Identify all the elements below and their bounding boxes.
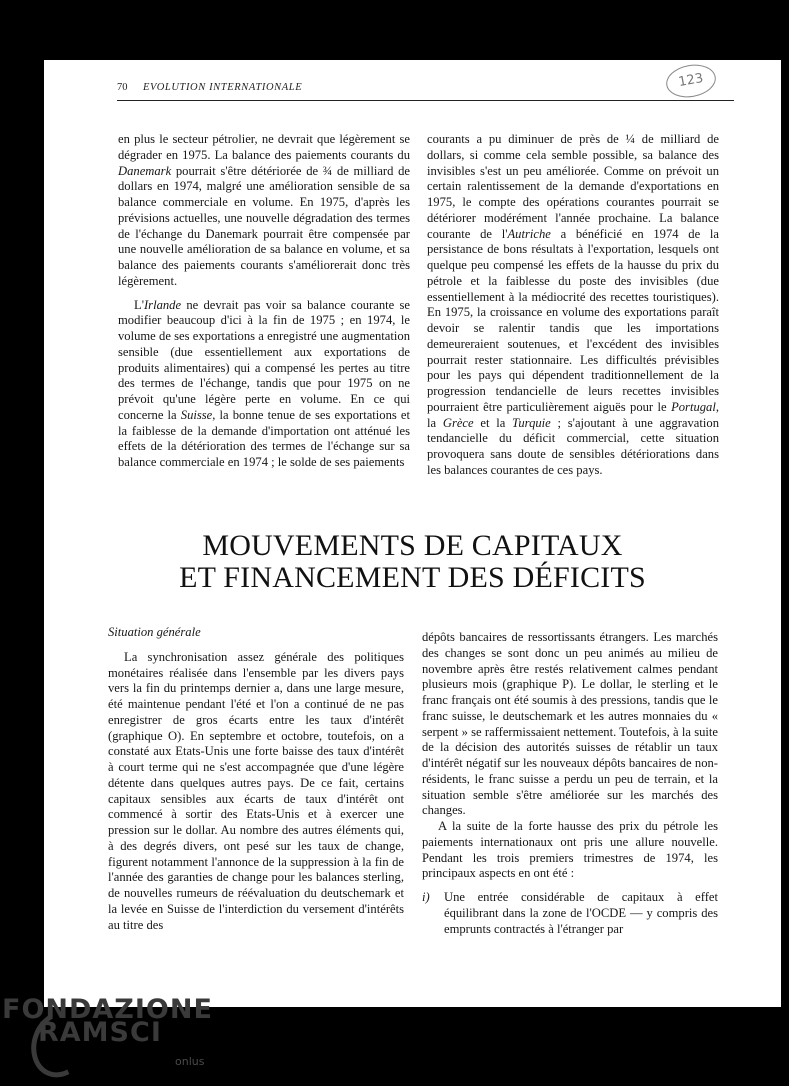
running-title: EVOLUTION INTERNATIONALE — [143, 82, 303, 93]
paragraph-ireland-switzerland: L'Irlande ne devrait pas voir sa balance courante se modifier beaucoup d'ici à la fin de 1975 ; en 1974, le volume de ses exportations a enregistré une augmentation sensible (due essentiellement aux exportations de produits alimentaires) qui a compensé les pertes au titre des termes de l'échange, tandis que pour 1975 on ne prévoit qu'une légère perte en volume. En ce qui concerne la Suisse, la bonne tenue de ses exportations et la faiblesse de la demande d'importation ont atténué les effets de la détérioration des termes de l'échange sur sa balance commerciale en 1974 ; le solde de ses paiements — [118, 297, 410, 469]
section-title — [104, 530, 721, 594]
archive-stamp-number: 123 — [677, 70, 705, 91]
upper-left-column — [118, 132, 410, 471]
list-item-text: Une entrée considérable de capitaux à effet équilibrant dans la zone de l'OCDE — y compris des emprunts contractés à l'étranger par — [444, 890, 718, 936]
watermark-line-3: onlus — [175, 1055, 205, 1068]
section-title-line-1: MOUVEMENTS DE CAPITAUX — [202, 529, 623, 562]
scanned-page — [44, 60, 781, 1007]
paragraph-austria-others: courants a pu diminuer de près de ¼ de milliard de dollars, si comme cela semble possible, sa balance des invisibles s'est un peu améliorée. Comme on prévoit un certain ralentissement de la demande d'exportations en 1975, le compte des opérations courantes pourrait se détériorer modérément l'année prochaine. La balance courante de l'Autriche a bénéficié en 1974 de la persistance de bons résultats à l'exportation, lesquels ont quelque peu compensé les effets de la hausse du prix du pétrole et la faiblesse du poste des invisibles (due essentiellement à la médiocrité des recettes touristiques). En 1975, la croissance en volume des exportations paraît devoir se ralentir tandis que les importations demeureraient soutenues, et l'excédent des invisibles pourrait rester stationnaire. Les difficultés prévisibles pour les pays qui dépendent traditionnellement de la progression tendancielle de leurs recettes invisibles pourraient être particulièrement aiguës pour le Portugal, la Grèce et la Turquie ; s'ajoutant à une aggravation tendancielle du déficit commercial, cette situation provoquera sans doute de sensibles détériorations dans les balances courantes de ces pays. — [427, 132, 719, 477]
upper-right-column — [427, 132, 719, 479]
section-title-line-2: ET FINANCEMENT DES DÉFICITS — [179, 561, 646, 594]
paragraph-general-situation: La synchronisation assez générale des politiques monétaires réalisée dans l'ensemble par les divers pays vers la fin du printemps dernier a, dans une large mesure, été maintenue pendant l'été et l'on a continué de ne pas enregistrer de gros écarts entre les taux d'intérêt (graphique O). En septembre et octobre, toutefois, on a constaté aux Etats-Unis une forte baisse des taux d'intérêt à court terme qui ne s'est accompagnée que d'une légère détente dans quelques autres pays. De ce fait, certains capitaux sensibles aux écarts de taux d'intérêt ont commencé à sortir des Etats-Unis et à exercer une pression sur le dollar. Au nombre des autres éléments qui, à des degrés divers, ont pesé sur les taux de change, figurent notamment l'annonce de la suppression à la fin de l'année des garanties de change pour les balances sterling, de nouvelles rumeurs de réévaluation du deutschemark et la levée en Suisse de l'interdiction du versement d'intérêts au titre des — [108, 649, 404, 932]
watermark-line-2: RAMSCI — [38, 1017, 162, 1048]
paragraph-denmark: en plus le secteur pétrolier, ne devrait que légèrement se dégrader en 1975. La balance des paiements courants du Danemark pourrait s'être détériorée de ¾ de milliard de dollars en 1974, malgré une amélioration sensible de sa balance commerciale en volume. En 1975, d'après les prévisions actuelles, une nouvelle dégradation des termes de l'échange du Danemark pourrait être compensée par une nouvelle amélioration de sa balance en volume, et sa balance des paiements courants s'améliorerait donc très légèrement. — [118, 132, 410, 288]
watermark-line-1: FONDAZIONE — [2, 994, 213, 1025]
running-header — [117, 78, 734, 101]
paragraph-exchange-markets: dépôts bancaires de ressortissants étrangers. Les marchés des changes se sont donc un peu animés au milieu de novembre après être restés relativement calmes pendant plusieurs mois (graphique P). Le dollar, le sterling et le franc français ont été soumis à des pressions, tandis que le franc suisse, le deutschemark et les autres monnaies du « serpent » se raffermissaient nettement. Toutefois, à la suite de la décision des autorités suisses de rétablir un taux d'intérêt négatif sur les nouveaux dépôts bancaires de non-résidents, le franc suisse a perdu un peu de terrain, et la situation semble s'être améliorée sur les marchés des changes. — [422, 630, 718, 818]
lower-right-column — [422, 630, 718, 937]
list-marker: i) — [422, 890, 430, 904]
list-item — [422, 890, 718, 937]
page-number: 70 — [117, 82, 128, 93]
subheading: Situation générale — [108, 625, 201, 639]
lower-left-column — [108, 625, 404, 933]
paragraph-oil-payments: A la suite de la forte hausse des prix du pétrole les paiements internationaux ont pris une allure nouvelle. Pendant les trois premiers trimestres de 1974, les principaux aspects en ont été : — [422, 819, 718, 881]
